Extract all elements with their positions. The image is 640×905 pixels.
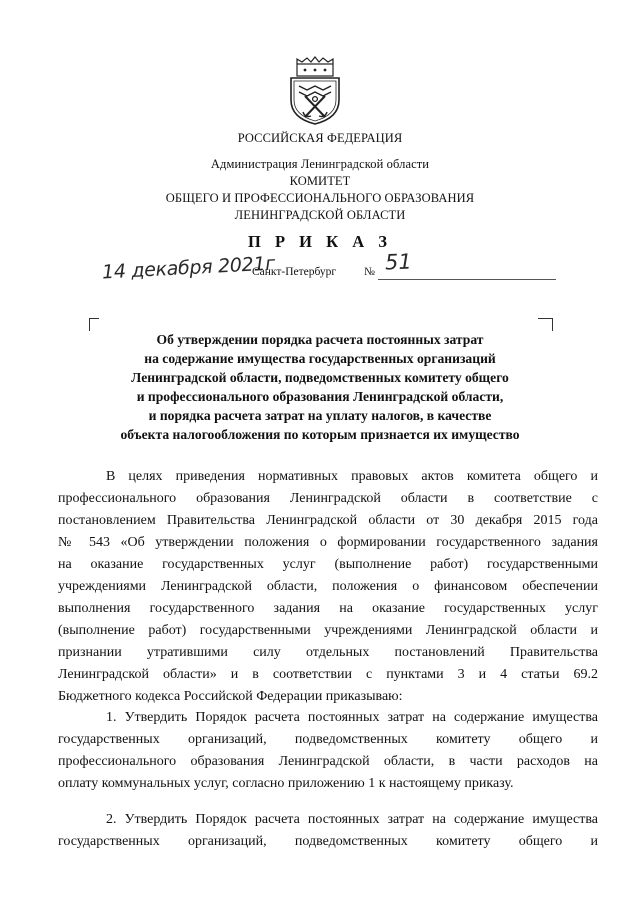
title-line: и порядка расчета затрат на уплату налогов, в качестве xyxy=(148,408,492,423)
number-underline xyxy=(378,279,556,280)
committee-name-line-1: ОБЩЕГО И ПРОФЕССИОНАЛЬНОГО ОБРАЗОВАНИЯ xyxy=(165,191,475,205)
text-line: признании утратившими силу отдельных постановлений Правительства xyxy=(58,645,598,660)
committee-label: КОМИТЕТ xyxy=(289,174,351,188)
text-line: № 543 «Об утверждении положения о формировании государственного задания xyxy=(58,535,598,550)
title-line: Ленинградской области, подведомственных комитету общего xyxy=(131,370,509,385)
country-name: РОССИЙСКАЯ ФЕДЕРАЦИЯ xyxy=(237,131,403,145)
leningrad-oblast-coat-of-arms-icon xyxy=(281,56,349,126)
text-line: профессионального образования Ленинградской области в соответствие с xyxy=(58,491,598,506)
document-type-heading: П Р И К А З xyxy=(248,232,392,251)
order-title xyxy=(80,330,560,444)
number-label: № xyxy=(364,266,375,278)
item-2-paragraph xyxy=(58,809,598,853)
text-line: Бюджетного кодекса Российской Федерации приказываю: xyxy=(58,689,403,704)
handwritten-number: 51 xyxy=(384,249,413,275)
text-line: учреждениями Ленинградской области, положения о финансовом обеспечении xyxy=(58,579,598,594)
handwritten-date: 14 декабря 2021г xyxy=(101,252,276,284)
text-line: профессионального образования Ленинградской области, в части расходов на xyxy=(58,754,598,769)
place-of-issue: Санкт-Петербург xyxy=(252,266,337,278)
text-line: Ленинградской области» и в соответствии с пунктами 3 и 4 статьи 69.2 xyxy=(58,667,598,682)
text-line: государственных организаций, подведомственных комитету общего и xyxy=(58,834,598,849)
title-line: на содержание имущества государственных организаций xyxy=(144,351,496,366)
title-line: Об утверждении порядка расчета постоянных затрат xyxy=(156,332,484,347)
committee-name-line-2: ЛЕНИНГРАДСКОЙ ОБЛАСТИ xyxy=(234,208,406,222)
item-1-paragraph xyxy=(58,707,598,795)
text-line: 1. Утвердить Порядок расчета постоянных затрат на содержание имущества xyxy=(106,710,598,725)
text-line: на оказание государственных услуг (выполнение работ) государственными xyxy=(58,557,598,572)
text-line: 2. Утвердить Порядок расчета постоянных затрат на содержание имущества xyxy=(106,812,598,827)
text-line: выполнения государственного задания на оказание государственных услуг xyxy=(58,601,598,616)
text-line: постановлением Правительства Ленинградской области от 30 декабря 2015 года xyxy=(58,513,598,528)
title-line: и профессионального образования Ленинградской области, xyxy=(136,389,504,404)
text-line: (выполнение работ) государственными учреждениями Ленинградской области и xyxy=(58,623,598,638)
text-line: оплату коммунальных услуг, согласно приложению 1 к настоящему приказу. xyxy=(58,776,514,791)
preamble-paragraph xyxy=(58,466,598,708)
administration-name: Администрация Ленинградской области xyxy=(210,157,430,171)
text-line: государственных организаций, подведомственных комитету общего и xyxy=(58,732,598,747)
text-line: В целях приведения нормативных правовых актов комитета общего и xyxy=(106,469,598,484)
title-line: объекта налогообложения по которым признается их имущество xyxy=(120,427,520,442)
